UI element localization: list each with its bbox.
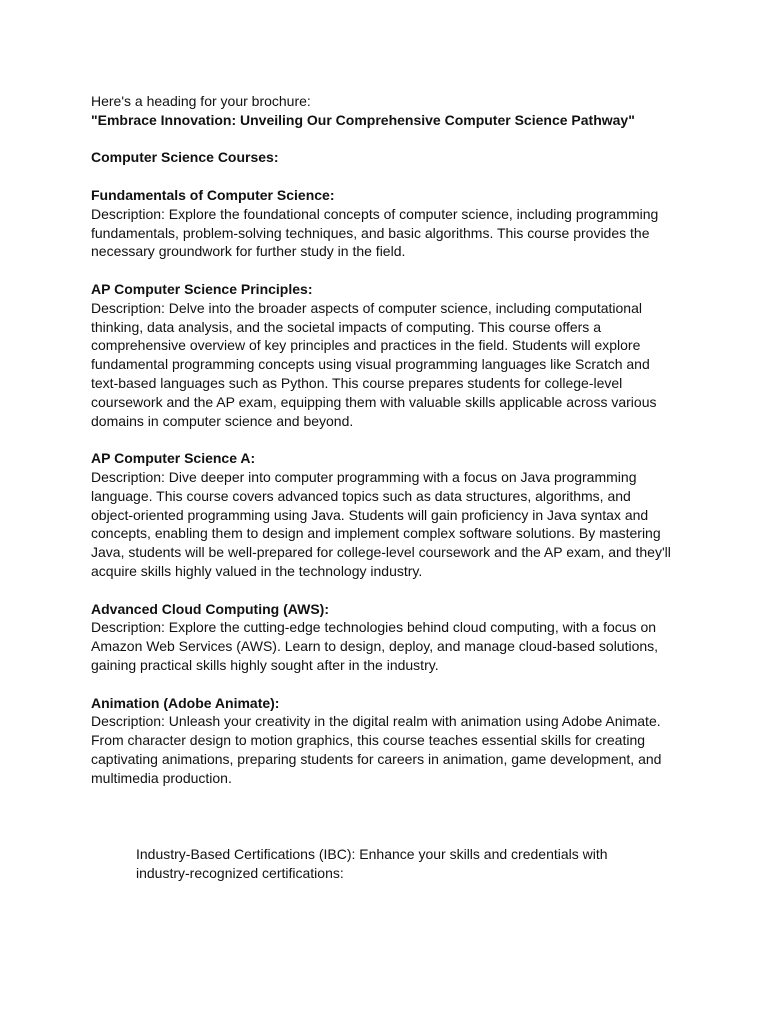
- course-title: AP Computer Science Principles:: [91, 280, 313, 297]
- course-title: Animation (Adobe Animate):: [91, 694, 280, 711]
- course-title: Fundamentals of Computer Science:: [91, 186, 335, 203]
- course-fundamentals: [91, 186, 671, 261]
- course-title: Advanced Cloud Computing (AWS):: [91, 600, 329, 617]
- intro-lead: Here's a heading for your brochure:: [91, 93, 311, 109]
- course-description: Description: Unleash your creativity in the digital realm with animation using Adobe Animate. From character design to motion graphics, this course teaches essential skills for creating captivating animations, preparing students for careers in animation, game development, and multimedia production.: [91, 713, 662, 786]
- course-title: AP Computer Science A:: [91, 450, 256, 467]
- course-description: Description: Delve into the broader aspects of computer science, including computational thinking, data analysis, and the societal impacts of computing. This course offers a comprehensive overview of key principles and practices in the field. Students will explore fundamental programming concepts using visual programming languages like Scratch and text-based languages such as Python. This course prepares students for college-level coursework and the AP exam, equipping them with valuable skills applicable across various domains in computer science and beyond.: [91, 299, 657, 429]
- course-description: Description: Explore the foundational concepts of computer science, including programming fundamentals, problem-solving techniques, and basic algorithms. This course provides the necessary groundwork for further study in the field.: [91, 205, 659, 260]
- document-body: [91, 92, 671, 787]
- course-description: Description: Explore the cutting-edge technologies behind cloud computing, with a focus on Amazon Web Services (AWS). Learn to design, deploy, and manage cloud-based solutions, gaining practical skills highly sought after in the industry.: [91, 619, 659, 673]
- course-ap-csa: [91, 449, 671, 581]
- course-description: Description: Dive deeper into computer programming with a focus on Java programming language. This course covers advanced topics such as data structures, algorithms, and object-oriented programming using Java. Students will gain proficiency in Java syntax and concepts, enabling them to design and implement complex software solutions. By mastering Java, students will be well-prepared for college-level coursework and the AP exam, and they'll acquire skills highly valued in the technology industry.: [91, 468, 671, 579]
- course-ap-csp: [91, 280, 671, 430]
- brochure-heading: "Embrace Innovation: Unveiling Our Comprehensive Computer Science Pathway": [91, 111, 635, 128]
- spacer: [91, 167, 671, 186]
- spacer: [91, 130, 671, 149]
- courses-title: Computer Science Courses:: [91, 149, 279, 166]
- spacer: [91, 675, 671, 694]
- spacer: [91, 581, 671, 600]
- ibc-paragraph: Industry-Based Certifications (IBC): Enhance your skills and credentials with industry-recognized certifications:: [136, 846, 608, 881]
- spacer: [91, 261, 671, 280]
- course-animation: [91, 694, 671, 788]
- spacer: [91, 430, 671, 449]
- course-aws: [91, 600, 671, 675]
